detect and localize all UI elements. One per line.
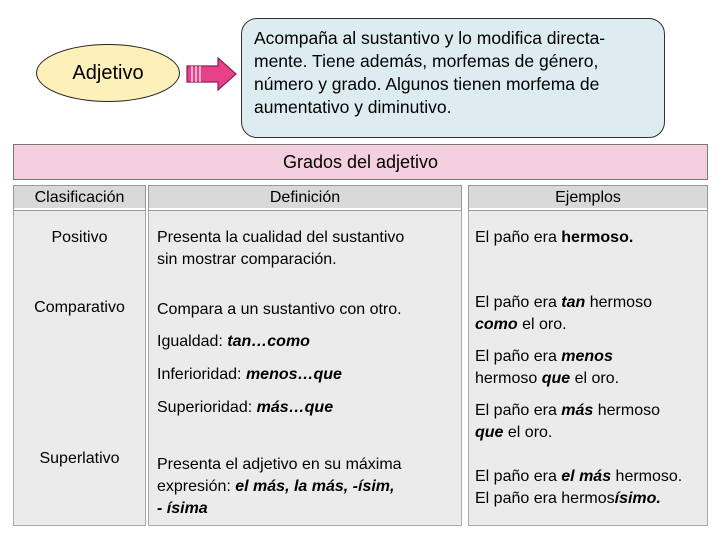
def-superlativo-line2 (157, 476, 394, 498)
definition-line: número y grado. Algunos tienen morfema de (254, 74, 600, 94)
example-positivo (475, 227, 633, 249)
def-superlativo-line1: Presenta el adjetivo en su máxima (157, 456, 402, 473)
definition-box (241, 18, 665, 138)
example-igualdad-line2 (475, 314, 567, 336)
example-emphasis: menos (561, 348, 613, 365)
header-label: Ejemplos (555, 189, 621, 206)
example-text: hermoso (593, 402, 661, 419)
example-text: El paño era (475, 348, 562, 365)
def-igualdad (157, 331, 310, 353)
def-superlativo-line3: - ísima (157, 500, 208, 517)
example-emphasis: que (541, 370, 571, 387)
def-inferioridad (157, 364, 342, 386)
class-positivo: Positivo (51, 229, 108, 246)
example-inferioridad-line1 (475, 346, 613, 368)
header-definicion (148, 185, 462, 211)
example-text: hermoso. (611, 468, 683, 485)
column-clasificacion (13, 211, 146, 526)
header-label: Clasificación (34, 189, 125, 206)
example-text: El paño era (475, 294, 562, 311)
example-text: el oro. (570, 370, 620, 387)
example-text: El paño era hermos (475, 490, 615, 507)
header-label: Definición (269, 189, 341, 206)
class-superlativo: Superlativo (39, 450, 120, 467)
inferioridad-value: menos…que (245, 366, 342, 383)
section-title-bar (13, 144, 708, 180)
example-emphasis: más (561, 402, 594, 419)
concept-oval (36, 44, 180, 102)
example-igualdad-line1 (475, 292, 652, 314)
example-emphasis: como (475, 316, 518, 333)
example-text: el oro. (503, 424, 553, 441)
example-inferioridad-line2 (475, 368, 619, 390)
concept-label: Adjetivo (72, 61, 144, 84)
header-clasificacion (13, 185, 146, 211)
example-text: El paño era (475, 402, 562, 419)
superioridad-value: más…que (256, 399, 334, 416)
example-superioridad-line1 (475, 400, 660, 422)
example-superlativo-line2 (475, 488, 661, 510)
example-text: El paño era (475, 468, 562, 485)
def-superlativo-text: expresión: (157, 478, 236, 495)
definition-line: mente. Tiene además, morfemas de género, (254, 51, 599, 71)
superioridad-label: Superioridad: (157, 399, 257, 416)
section-title: Grados del adjetivo (282, 151, 439, 172)
def-positivo-line2: sin mostrar comparación. (157, 251, 337, 268)
igualdad-label: Igualdad: (157, 333, 228, 350)
header-ejemplos (468, 185, 708, 211)
class-comparativo: Comparativo (34, 299, 125, 316)
example-emphasis: que (475, 424, 504, 441)
example-emphasis: hermoso. (561, 229, 634, 246)
def-positivo-line1: Presenta la cualidad del sustantivo (157, 229, 405, 246)
example-superlativo-line1 (475, 466, 682, 488)
inferioridad-label: Inferioridad: (157, 366, 246, 383)
example-emphasis: ísimo. (614, 490, 661, 507)
def-superlativo-forms: el más, la más, -ísim, (235, 478, 395, 495)
example-text: hermoso (475, 370, 542, 387)
example-emphasis: tan (561, 294, 586, 311)
definition-line: Acompaña al sustantivo y lo modifica directa- (254, 28, 606, 48)
definition-line: aumentativo y diminutivo. (254, 97, 452, 117)
arrow-right-icon (186, 56, 238, 92)
example-text: hermoso (585, 294, 652, 311)
example-superioridad-line2 (475, 422, 552, 444)
example-text: El paño era (475, 229, 562, 246)
igualdad-value: tan…como (227, 333, 310, 350)
example-emphasis: el más (561, 468, 612, 485)
def-comparativo: Compara a un sustantivo con otro. (157, 301, 402, 318)
example-text: el oro. (517, 316, 567, 333)
def-superioridad (157, 397, 333, 419)
